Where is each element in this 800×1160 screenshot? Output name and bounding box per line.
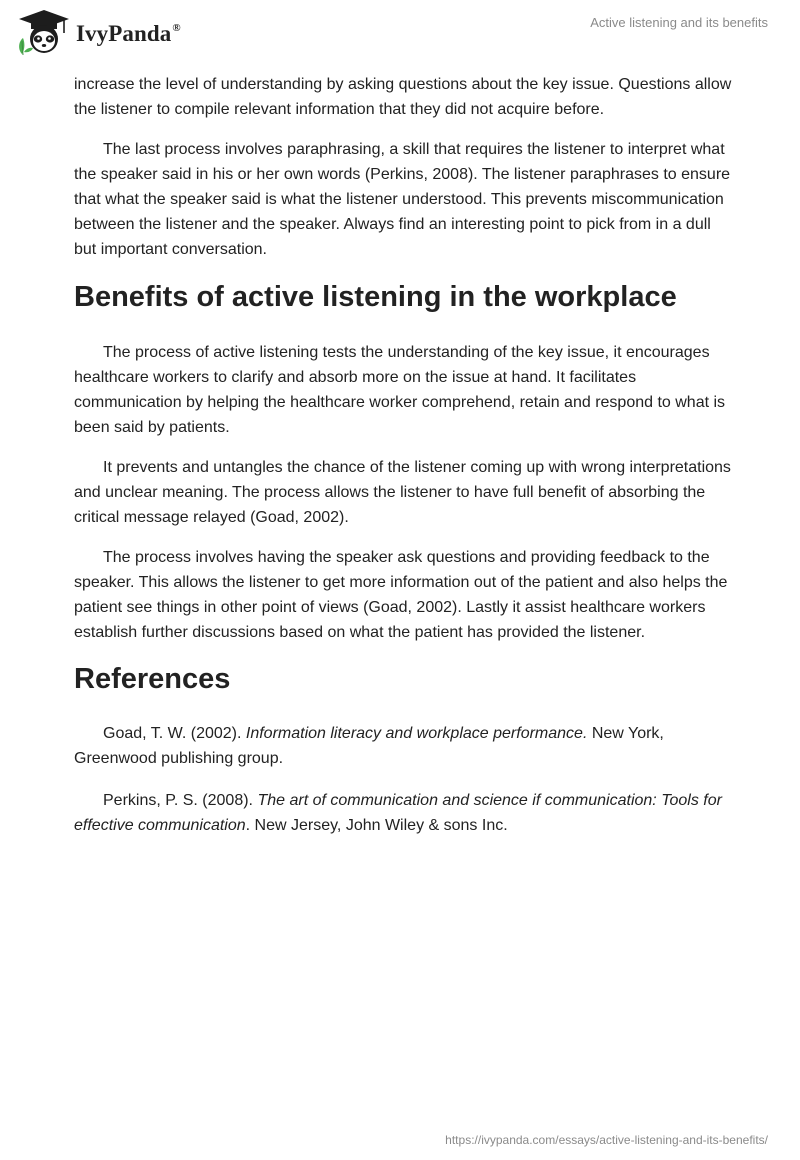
ivypanda-logo[interactable]	[14, 8, 181, 58]
running-title: Active listening and its benefits	[590, 15, 768, 30]
section-heading-benefits: Benefits of active listening in the workplace	[74, 281, 677, 313]
section-heading-references: References	[74, 663, 231, 695]
paragraph-benefits-2: It prevents and untangles the chance of the listener coming up with wrong interpretations and unclear meaning. The process allows the listener to have full benefit of absorbing the critical message relayed (Goad, 2002).	[74, 459, 731, 526]
paragraph-benefits-3: The process involves having the speaker ask questions and providing feedback to the speaker. This allows the listener to get more information out of the patient and also helps the patient see things in other point of views (Goad, 2002). Lastly it assist healthcare workers establish further discussions based on what the patient has provided the listener.	[74, 549, 728, 641]
reference-item: Perkins, P. S. (2008). The art of communication and science if communication: Tools for effective communication. New Jersey, John Wiley & sons Inc.	[74, 792, 722, 834]
paragraph-continued: increase the level of understanding by asking questions about the key issue. Questions allow the listener to compile relevant information that they did not acquire before.	[74, 76, 732, 118]
source-url[interactable]: https://ivypanda.com/essays/active-listening-and-its-benefits/	[445, 1133, 768, 1147]
panda-graduation-icon	[14, 8, 74, 58]
reference-item: Goad, T. W. (2002). Information literacy and workplace performance. New York, Greenwood publishing group.	[74, 725, 664, 767]
essay-content	[74, 72, 734, 855]
brand-name: IvyPanda®	[76, 21, 181, 46]
paragraph-benefits-1: The process of active listening tests the understanding of the key issue, it encourages healthcare workers to clarify and absorb more on the issue at hand. It facilitates communication by helping the healthcare worker comprehend, retain and respond to what is been said by patients.	[74, 344, 726, 436]
paragraph-paraphrasing: The last process involves paraphrasing, a skill that requires the listener to interpret what the speaker said in his or her own words (Perkins, 2008). The listener paraphrases to ensure that what the speaker said is what the listener understood. This prevents miscommunication between the listener and the speaker. Always find an interesting point to pick from in a dull but important conversation.	[74, 141, 731, 258]
page-header	[0, 0, 800, 70]
